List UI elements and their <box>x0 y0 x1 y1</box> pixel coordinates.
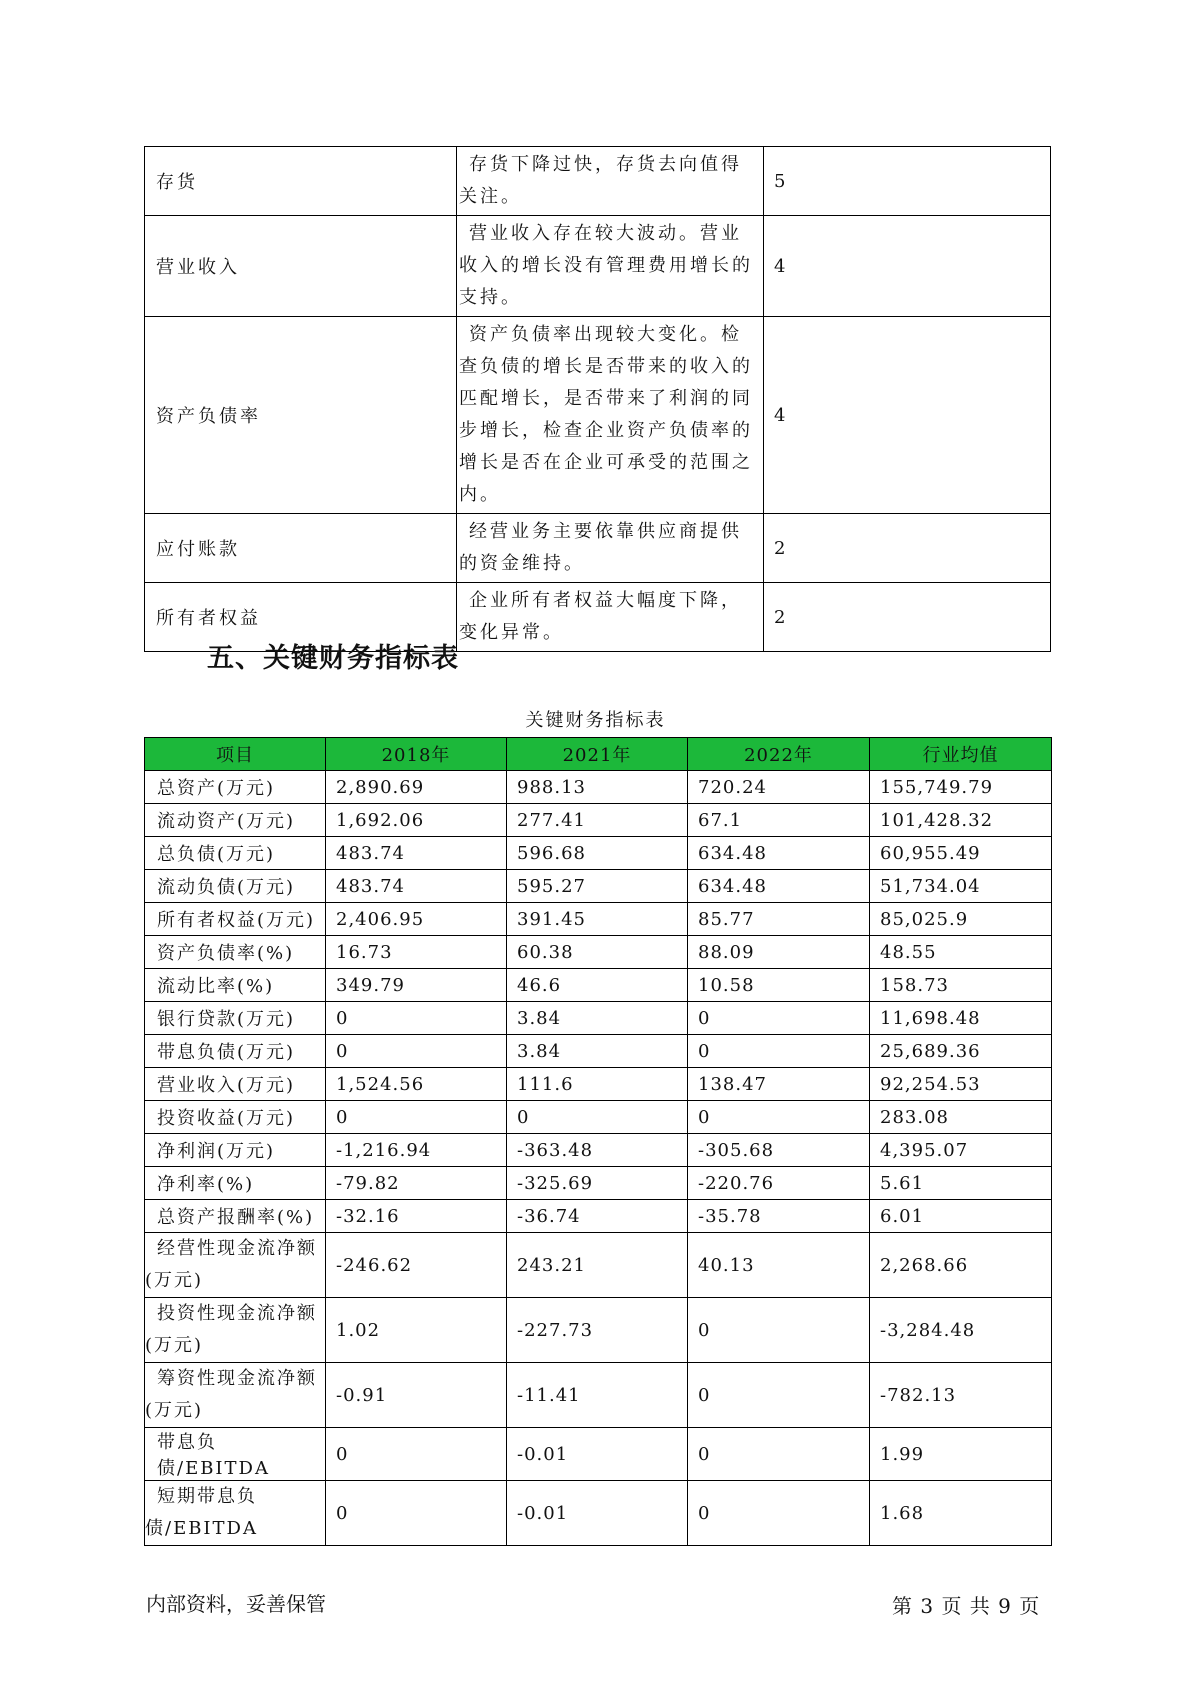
table-cell: 483.74 <box>326 870 507 903</box>
table-row <box>145 514 1051 583</box>
row-label-cell: 带息负债(万元) <box>145 1035 326 1068</box>
table-cell: 0 <box>326 1002 507 1035</box>
row-label-cell: 净利润(万元) <box>145 1134 326 1167</box>
table-cell: 158.73 <box>870 969 1052 1002</box>
table-row <box>145 1481 1052 1546</box>
table-row <box>145 1167 1052 1200</box>
table-cell: 1.99 <box>870 1428 1052 1481</box>
row-label-cell: 净利率(%) <box>145 1167 326 1200</box>
risk-item-description: 经营业务主要依靠供应商提供的资金维持。 <box>457 514 764 583</box>
row-label-cell: 流动资产(万元) <box>145 804 326 837</box>
table-cell: -36.74 <box>507 1200 688 1233</box>
table-cell: 0 <box>326 1428 507 1481</box>
table-row <box>145 837 1052 870</box>
table-row <box>145 1002 1052 1035</box>
table-cell: 111.6 <box>507 1068 688 1101</box>
row-label-cell: 带息负债/EBITDA <box>145 1428 326 1481</box>
row-label-cell: 流动负债(万元) <box>145 870 326 903</box>
column-header-2018: 2018年 <box>326 738 507 771</box>
table-cell: 10.58 <box>688 969 870 1002</box>
risk-item-name: 所有者权益 <box>145 583 457 652</box>
table-cell: 0 <box>326 1101 507 1134</box>
table-cell: 277.41 <box>507 804 688 837</box>
row-label-cell: 银行贷款(万元) <box>145 1002 326 1035</box>
table-cell: 0 <box>688 1035 870 1068</box>
row-label-cell: 筹资性现金流净额(万元) <box>145 1363 326 1428</box>
table-cell: -11.41 <box>507 1363 688 1428</box>
table-cell: -32.16 <box>326 1200 507 1233</box>
risk-item-description: 营业收入存在较大波动。营业收入的增长没有管理费用增长的支持。 <box>457 216 764 317</box>
table-cell: 6.01 <box>870 1200 1052 1233</box>
table-cell: -305.68 <box>688 1134 870 1167</box>
risk-item-score: 2 <box>764 583 1051 652</box>
footer-confidential-note: 内部资料，妥善保管 <box>146 1592 326 1616</box>
table-cell: 101,428.32 <box>870 804 1052 837</box>
table-cell: 0 <box>688 1481 870 1546</box>
table-cell: -79.82 <box>326 1167 507 1200</box>
table-cell: 92,254.53 <box>870 1068 1052 1101</box>
table-row <box>145 870 1052 903</box>
table-cell: 596.68 <box>507 837 688 870</box>
table-cell: 595.27 <box>507 870 688 903</box>
table-cell: 1.68 <box>870 1481 1052 1546</box>
column-header-item: 项目 <box>145 738 326 771</box>
table-caption: 关键财务指标表 <box>525 710 666 731</box>
table-cell: 0 <box>326 1481 507 1546</box>
row-label-cell: 总资产(万元) <box>145 771 326 804</box>
table-cell: 85,025.9 <box>870 903 1052 936</box>
table-cell: 988.13 <box>507 771 688 804</box>
table-row <box>145 804 1052 837</box>
table-cell: 3.84 <box>507 1002 688 1035</box>
table-cell: 60,955.49 <box>870 837 1052 870</box>
table-cell: -35.78 <box>688 1200 870 1233</box>
table-cell: 4,395.07 <box>870 1134 1052 1167</box>
table-row <box>145 1134 1052 1167</box>
risk-item-name: 营业收入 <box>145 216 457 317</box>
table-row <box>145 317 1051 514</box>
table-cell: 1,524.56 <box>326 1068 507 1101</box>
table-cell: 0 <box>688 1428 870 1481</box>
risk-item-score: 4 <box>764 216 1051 317</box>
table-cell: 0 <box>688 1363 870 1428</box>
table-row <box>145 1200 1052 1233</box>
table-cell: 46.6 <box>507 969 688 1002</box>
table-row <box>145 1363 1052 1428</box>
row-label-cell: 短期带息负债/EBITDA <box>145 1481 326 1546</box>
section-heading: 五、关键财务指标表 <box>207 643 459 674</box>
table-cell: 155,749.79 <box>870 771 1052 804</box>
row-label-cell: 投资收益(万元) <box>145 1101 326 1134</box>
table-cell: 0 <box>326 1035 507 1068</box>
table-cell: 0 <box>688 1002 870 1035</box>
table-cell: 11,698.48 <box>870 1002 1052 1035</box>
table-cell: 483.74 <box>326 837 507 870</box>
table-cell: 349.79 <box>326 969 507 1002</box>
indicator-table-body <box>145 771 1052 1546</box>
table-cell: 391.45 <box>507 903 688 936</box>
table-cell: 67.1 <box>688 804 870 837</box>
row-label-cell: 总负债(万元) <box>145 837 326 870</box>
table-header-row <box>145 738 1052 771</box>
table-cell: 60.38 <box>507 936 688 969</box>
table-cell: -220.76 <box>688 1167 870 1200</box>
table-row <box>145 1068 1052 1101</box>
risk-item-description: 企业所有者权益大幅度下降，变化异常。 <box>457 583 764 652</box>
risk-item-name: 存货 <box>145 147 457 216</box>
table-cell: 720.24 <box>688 771 870 804</box>
risk-item-name: 资产负债率 <box>145 317 457 514</box>
risk-table <box>144 146 1051 652</box>
table-cell: 88.09 <box>688 936 870 969</box>
column-header-industry-average: 行业均值 <box>870 738 1052 771</box>
risk-item-score: 2 <box>764 514 1051 583</box>
row-label-cell: 流动比率(%) <box>145 969 326 1002</box>
table-row <box>145 1428 1052 1481</box>
table-cell: -782.13 <box>870 1363 1052 1428</box>
table-cell: -0.91 <box>326 1363 507 1428</box>
risk-item-score: 4 <box>764 317 1051 514</box>
table-cell: 48.55 <box>870 936 1052 969</box>
table-cell: -3,284.48 <box>870 1298 1052 1363</box>
row-label-cell: 所有者权益(万元) <box>145 903 326 936</box>
table-cell: 3.84 <box>507 1035 688 1068</box>
table-cell: 2,406.95 <box>326 903 507 936</box>
table-cell: 634.48 <box>688 837 870 870</box>
row-label-cell: 投资性现金流净额(万元) <box>145 1298 326 1363</box>
table-cell: 138.47 <box>688 1068 870 1101</box>
table-cell: 2,268.66 <box>870 1233 1052 1298</box>
table-cell: -1,216.94 <box>326 1134 507 1167</box>
table-cell: 25,689.36 <box>870 1035 1052 1068</box>
table-cell: -325.69 <box>507 1167 688 1200</box>
risk-item-description: 资产负债率出现较大变化。检查负债的增长是否带来的收入的匹配增长，是否带来了利润的同步增长，检查企业资产负债率的增长是否在企业可承受的范围之内。 <box>457 317 764 514</box>
table-row <box>145 1233 1052 1298</box>
risk-item-name: 应付账款 <box>145 514 457 583</box>
table-cell: -0.01 <box>507 1428 688 1481</box>
table-cell: 1,692.06 <box>326 804 507 837</box>
column-header-2021: 2021年 <box>507 738 688 771</box>
column-header-2022: 2022年 <box>688 738 870 771</box>
table-cell: 0 <box>688 1298 870 1363</box>
table-row <box>145 969 1052 1002</box>
row-label-cell: 资产负债率(%) <box>145 936 326 969</box>
table-row <box>145 216 1051 317</box>
table-cell: 0 <box>507 1101 688 1134</box>
table-row <box>145 936 1052 969</box>
row-label-cell: 营业收入(万元) <box>145 1068 326 1101</box>
table-cell: -227.73 <box>507 1298 688 1363</box>
table-cell: 1.02 <box>326 1298 507 1363</box>
table-cell: 2,890.69 <box>326 771 507 804</box>
table-row <box>145 147 1051 216</box>
table-row <box>145 1035 1052 1068</box>
table-row <box>145 1101 1052 1134</box>
table-cell: 51,734.04 <box>870 870 1052 903</box>
table-cell: 283.08 <box>870 1101 1052 1134</box>
table-cell: -0.01 <box>507 1481 688 1546</box>
risk-item-score: 5 <box>764 147 1051 216</box>
table-row <box>145 1298 1052 1363</box>
risk-item-description: 存货下降过快，存货去向值得关注。 <box>457 147 764 216</box>
row-label-cell: 总资产报酬率(%) <box>145 1200 326 1233</box>
table-cell: 634.48 <box>688 870 870 903</box>
table-cell: 40.13 <box>688 1233 870 1298</box>
table-row <box>145 771 1052 804</box>
table-cell: 5.61 <box>870 1167 1052 1200</box>
table-cell: 243.21 <box>507 1233 688 1298</box>
table-cell: 16.73 <box>326 936 507 969</box>
table-cell: -246.62 <box>326 1233 507 1298</box>
table-cell: 0 <box>688 1101 870 1134</box>
table-cell: 85.77 <box>688 903 870 936</box>
row-label-cell: 经营性现金流净额(万元) <box>145 1233 326 1298</box>
table-cell: -363.48 <box>507 1134 688 1167</box>
footer-page-number: 第 3 页 共 9 页 <box>892 1594 1041 1618</box>
key-financial-indicator-table <box>144 737 1052 1546</box>
table-row <box>145 903 1052 936</box>
